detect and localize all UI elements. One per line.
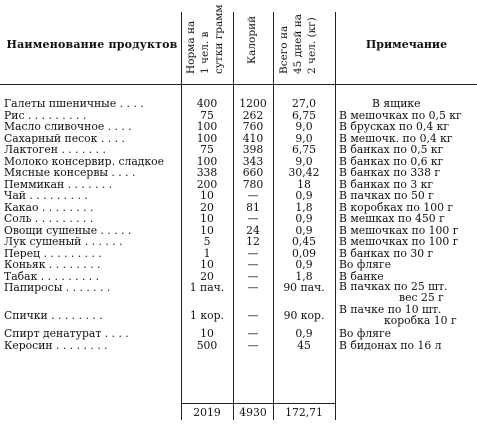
total-value: 6,75 [291,108,317,122]
norm-value: 1 пач. [189,281,225,294]
note-value: В ящике [372,97,421,110]
note-value [339,305,477,326]
product-name: Чай . . . . . . . . . [4,190,88,202]
norm-value: 400 [196,97,218,110]
calories-value: — [247,212,259,225]
norm-value: 1 кор. [190,309,224,322]
norm-value: 500 [196,338,218,352]
table-row [0,236,477,248]
total-value: 0,9 [295,327,313,340]
product-name: Какао . . . . . . . . [4,201,94,213]
note-value: В бидонах по 16 л [339,338,442,352]
total-value: 0,9 [295,189,313,202]
product-name: Рис . . . . . . . . . [4,109,87,121]
note-value [339,282,477,303]
norm-value: 10 [200,258,214,271]
total-value: 45 [297,338,311,352]
header-norm-line: Норма на [185,20,197,74]
norm-value: 100 [196,154,218,168]
table-row [0,282,477,305]
note-line: В пачках по 25 шт. [339,280,448,293]
total-value: 0,9 [295,212,313,225]
calories-value: 660 [242,166,264,179]
norm-value: 100 [196,120,218,133]
total-weight: 172,71 [285,406,323,419]
calories-value: 12 [246,235,260,248]
header-total-line: 2 чел. (кг) [306,17,318,74]
calories-value: — [247,189,259,202]
note-value: В пачках по 50 г [339,189,434,202]
table-row [0,248,477,260]
product-name: Спички . . . . . . . . [4,310,103,322]
product-name: Папиросы . . . . . . . [4,282,111,294]
norm-value: 100 [196,131,218,145]
calories-value: 780 [242,177,264,191]
note-value: Во фляге [339,258,392,271]
total-value: 18 [297,177,311,191]
note-line: вес 25 г [399,290,444,304]
norm-value: 200 [196,177,218,191]
note-value: В мешках по 450 г [339,212,445,225]
calories-value: — [247,309,259,322]
total-value: 9,0 [295,154,313,168]
norm-value: 1 [203,246,211,260]
calories-value: 343 [242,154,264,168]
note-line: В пачке по 10 шт. [339,303,442,316]
norm-value: 10 [200,223,214,237]
note-value: В банках по 30 г [339,246,434,260]
header-calories: Калорий [246,15,258,64]
product-name: Молоко консервир. сладкое [4,155,165,167]
total-value: 9,0 [295,131,313,145]
calories-value: 398 [242,143,264,156]
totals-row [0,406,477,420]
header-name: Наименование продуктов [6,38,178,51]
norm-value: 10 [200,327,214,340]
note-value: В брусках по 0,4 кг [339,120,450,133]
table-row [0,305,477,328]
total-norm: 2019 [193,406,221,419]
norm-value: 20 [200,200,214,214]
product-name: Овощи сушеные . . . . . [4,224,132,236]
total-value: 0,9 [295,258,313,271]
header-rule [0,84,477,85]
table-row [0,328,477,340]
product-name: Сахарный песок . . . . [4,132,125,144]
header-norm-line: сутки грамм [213,4,225,74]
calories-value: — [247,269,259,283]
calories-value: 410 [242,131,264,145]
product-name: Мясные консервы . . . . [4,167,136,179]
note-value: В банках по 0,6 кг [339,154,444,168]
calories-value: 24 [246,223,260,237]
norm-value: 10 [200,189,214,202]
table-body [0,98,477,351]
total-value: 1,8 [295,269,313,283]
product-name: Масло сливочное . . . . [4,121,132,133]
total-value: 30,42 [288,166,320,179]
norm-value: 5 [203,235,211,248]
calories-value: — [247,281,259,294]
header-norm-line: 1 чел. в [199,31,211,74]
calories-value: 81 [246,200,260,214]
note-value: В мешочках по 0,5 кг [339,108,462,122]
note-value: В банках по 338 г [339,166,441,179]
header-note: Примечание [365,38,448,51]
header-total-line: 45 дней на [292,14,304,74]
norm-value: 10 [200,212,214,225]
note-value: В коробках по 100 г [339,200,454,214]
note-value: Во фляге [339,327,392,340]
table-row [0,213,477,225]
product-name: Лук сушеный . . . . . . [4,236,123,248]
product-name: Коньяк . . . . . . . . [4,259,101,271]
calories-value: — [247,327,259,340]
calories-value: — [247,246,259,260]
note-value: В банках по 0,5 кг [339,143,444,156]
calories-value: — [247,258,259,271]
product-name: Лактоген . . . . . . . [4,144,106,156]
total-value: 27,0 [291,97,317,110]
product-name: Пеммикан . . . . . . . [4,178,113,190]
header-total-line: Всего на [278,25,290,74]
table-row [0,167,477,179]
note-value: В банках по 3 кг [339,177,434,191]
note-line: коробка 10 г [384,313,457,327]
total-value: 9,0 [295,120,313,133]
note-value: В мешочках по 100 г [339,235,459,248]
total-value: 0,45 [291,235,317,248]
total-value: 0,09 [291,246,317,260]
table-row [0,144,477,156]
calories-value: 760 [242,120,264,133]
note-value: В мешочк. по 0,4 кг [339,131,453,145]
product-name: Соль . . . . . . . . . [4,213,94,225]
calories-value: — [247,338,259,352]
total-value: 90 кор. [283,309,325,322]
table-row [0,259,477,271]
total-value: 6,75 [291,143,317,156]
product-name: Табак . . . . . . . . . [4,270,100,282]
note-value: В мешочках по 100 г [339,223,459,237]
norm-value: 338 [196,166,218,179]
total-value: 90 пач. [283,281,325,294]
total-value: 1,8 [295,200,313,214]
norm-value: 75 [200,108,214,122]
note-value: В банке [339,269,384,283]
product-name: Галеты пшеничные . . . . [4,98,144,110]
table-row [0,190,477,202]
totals-rule [181,403,336,404]
table-row [0,340,477,352]
calories-value: 262 [242,108,264,122]
product-name: Спирт денатурат . . . . [4,328,129,340]
product-name: Керосин . . . . . . . . [4,339,108,351]
calories-value: 1200 [239,97,267,110]
product-name: Перец . . . . . . . . . [4,247,102,259]
table-row [0,121,477,133]
total-calories: 4930 [239,406,267,419]
norm-value: 75 [200,143,214,156]
total-value: 0,9 [295,223,313,237]
norm-value: 20 [200,269,214,283]
table-row [0,98,477,110]
